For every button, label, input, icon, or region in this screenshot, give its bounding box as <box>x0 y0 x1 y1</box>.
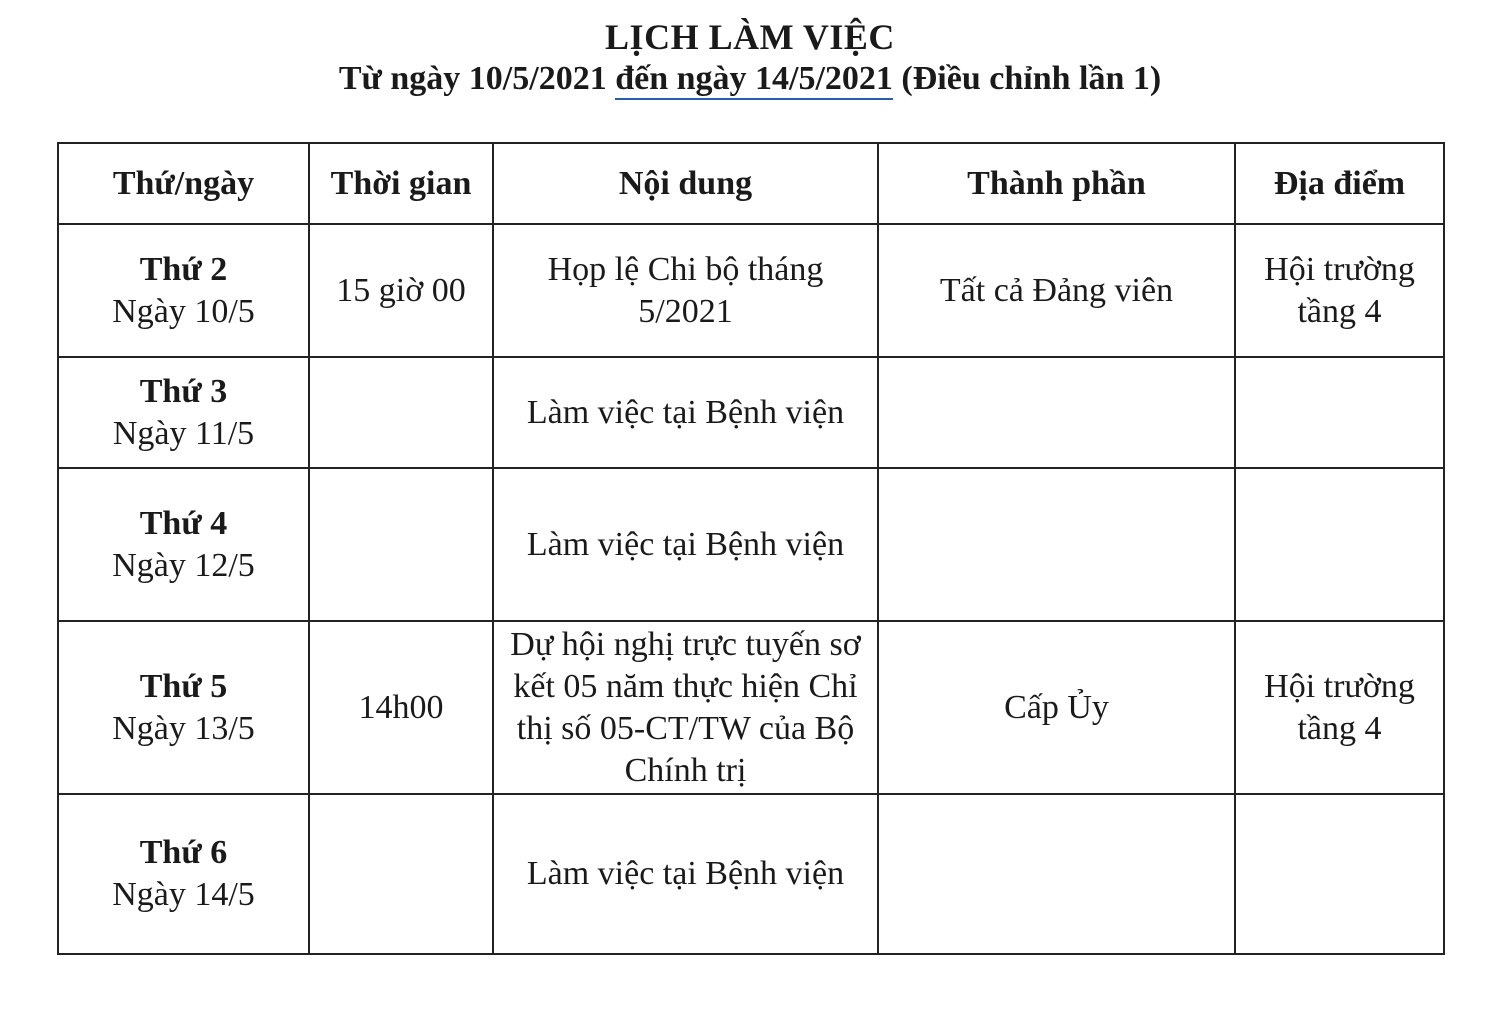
table-row <box>58 468 1444 621</box>
location-cell <box>1235 468 1444 621</box>
day-label: Thứ 5 <box>139 667 228 705</box>
subtitle-prefix: Từ ngày 10/5/2021 <box>338 60 616 97</box>
day-label: Thứ 6 <box>139 834 228 871</box>
location-cell <box>1235 794 1444 954</box>
table-row <box>58 794 1444 954</box>
column-header-day: Thứ/ngày <box>58 143 309 224</box>
date-label: Ngày 13/5 <box>112 709 255 747</box>
content-cell: Làm việc tại Bệnh viện <box>493 357 878 468</box>
subtitle-suffix: (Điều chỉnh lần 1) <box>892 60 1162 97</box>
participants-cell: Cấp Ủy <box>878 621 1235 794</box>
column-header-content: Nội dung <box>493 143 878 224</box>
time-cell: 14h00 <box>309 621 493 794</box>
table-row <box>58 224 1444 357</box>
column-header-participants: Thành phần <box>878 143 1235 224</box>
schedule-table <box>57 142 1445 955</box>
time-cell <box>309 357 493 468</box>
location-cell: Hội trường tầng 4 <box>1235 224 1444 357</box>
content-cell: Làm việc tại Bệnh viện <box>493 468 878 621</box>
time-cell <box>309 468 493 621</box>
date-label: Ngày 12/5 <box>112 546 255 584</box>
table-row <box>58 357 1444 468</box>
participants-cell <box>878 794 1235 954</box>
participants-cell <box>878 468 1235 621</box>
content-cell: Họp lệ Chi bộ tháng 5/2021 <box>493 224 878 357</box>
table-row <box>58 621 1444 794</box>
date-label: Ngày 11/5 <box>112 414 255 452</box>
date-label: Ngày 10/5 <box>112 292 255 330</box>
day-cell <box>58 794 309 954</box>
day-label: Thứ 2 <box>139 250 228 288</box>
column-header-time: Thời gian <box>309 143 493 224</box>
day-label: Thứ 3 <box>139 372 228 410</box>
table-header-row <box>58 143 1444 224</box>
participants-cell: Tất cả Đảng viên <box>878 224 1235 357</box>
page-title: LỊCH LÀM VIỆC <box>605 17 895 57</box>
day-cell <box>58 224 309 357</box>
date-range-subtitle <box>0 58 1500 100</box>
day-label: Thứ 4 <box>139 504 228 542</box>
location-cell: Hội trường tầng 4 <box>1235 621 1444 794</box>
day-cell <box>58 621 309 794</box>
day-cell <box>58 357 309 468</box>
day-cell <box>58 468 309 621</box>
location-cell <box>1235 357 1444 468</box>
participants-cell <box>878 357 1235 468</box>
date-label: Ngày 14/5 <box>112 876 255 913</box>
time-cell <box>309 794 493 954</box>
content-cell: Làm việc tại Bệnh viện <box>493 794 878 954</box>
time-cell: 15 giờ 00 <box>309 224 493 357</box>
column-header-location: Địa điểm <box>1235 143 1444 224</box>
subtitle-underlined: đến ngày 14/5/2021 <box>615 60 893 100</box>
content-cell: Dự hội nghị trực tuyến sơ kết 05 năm thực hiện Chỉ thị số 05-CT/TW của Bộ Chính trị <box>493 621 878 794</box>
